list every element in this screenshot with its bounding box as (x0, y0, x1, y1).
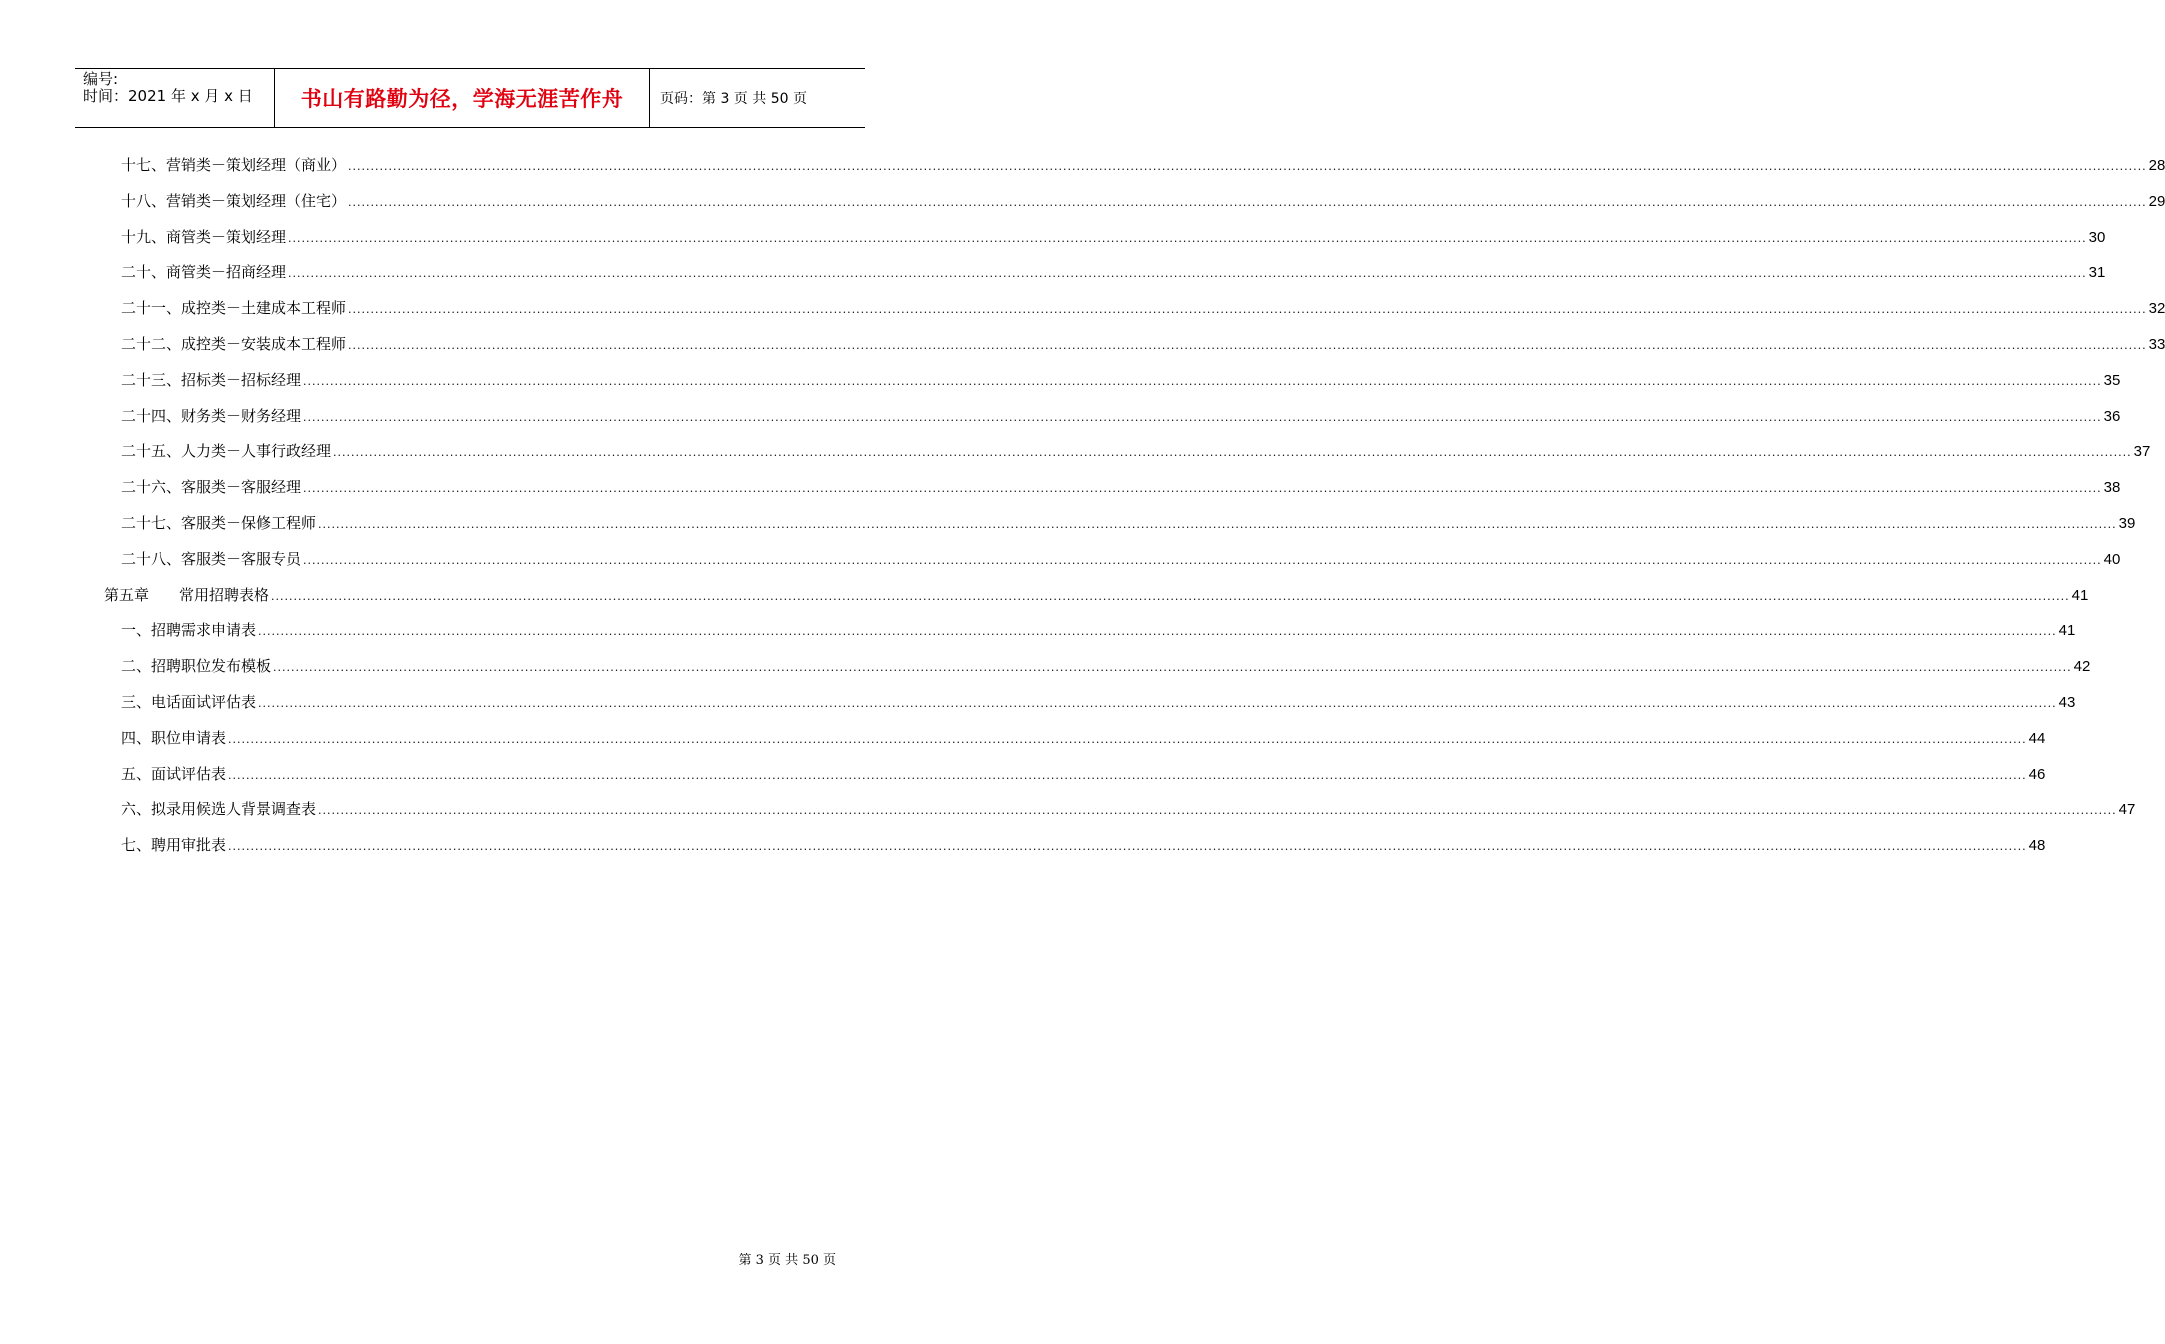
toc-entry[interactable] (121, 691, 2076, 713)
toc-entry-page: 43 (2058, 694, 2076, 711)
toc-leader-dots: ................................................................................................................................................................................................................................................................................................................................................................................................................ (228, 840, 2027, 854)
toc-entry-page: 28 (2148, 157, 2165, 174)
toc-entry-page: 38 (2103, 479, 2121, 497)
toc-entry-page: 32 (2148, 300, 2165, 318)
toc-leader-dots: ................................................................................................................................................................................................................................................................................................................................................................................................................ (333, 446, 2132, 460)
toc-entry[interactable] (121, 226, 2106, 248)
toc-leader-dots: ................................................................................................................................................................................................................................................................................................................................................................................................................ (303, 553, 2102, 567)
toc-entry-page: 46 (2028, 765, 2046, 783)
toc-entry-title: 六、拟录用候选人背景调查表 (121, 800, 317, 819)
toc-entry[interactable] (121, 333, 2165, 355)
toc-entry-title: 二十、商管类－招商经理 (121, 263, 287, 282)
toc-entry[interactable] (121, 727, 2046, 749)
toc-leader-dots: ................................................................................................................................................................................................................................................................................................................................................................................................................ (228, 768, 2027, 782)
toc-leader-dots: ................................................................................................................................................................................................................................................................................................................................................................................................................ (271, 589, 2070, 603)
toc-entry[interactable] (121, 548, 2121, 570)
toc-entry-title: 二十八、客服类－客服专员 (121, 549, 302, 568)
toc-entry-title: 四、职位申请表 (121, 728, 227, 747)
toc-entry[interactable] (121, 190, 2165, 212)
serial-number-label: 编号: (83, 70, 119, 88)
toc-leader-dots: ................................................................................................................................................................................................................................................................................................................................................................................................................ (318, 804, 2117, 818)
toc-leader-dots: ................................................................................................................................................................................................................................................................................................................................................................................................................ (303, 374, 2102, 388)
toc-leader-dots: ................................................................................................................................................................................................................................................................................................................................................................................................................ (348, 195, 2147, 209)
toc-leader-dots: ................................................................................................................................................................................................................................................................................................................................................................................................................ (288, 231, 2087, 245)
toc-entry[interactable] (121, 763, 2046, 785)
toc-entry-title: 十七、营销类－策划经理（商业） (121, 156, 347, 174)
toc-entry-title: 第五章 常用招聘表格 (104, 585, 270, 604)
header-page-info: 页码：第 3 页 共 50 页 (660, 91, 807, 107)
toc-entry-page: 42 (2073, 658, 2091, 676)
toc-entry[interactable] (121, 440, 2151, 462)
header-motto-cell (275, 69, 650, 127)
toc-entry-page: 35 (2103, 371, 2121, 389)
toc-entry[interactable] (121, 834, 2046, 856)
toc-entry-title: 十九、商管类－策划经理 (121, 227, 287, 246)
toc-entry-page: 31 (2088, 264, 2106, 282)
toc-entry[interactable] (121, 476, 2121, 498)
toc-entry-page: 41 (2071, 586, 2089, 604)
toc-entry-title: 二十四、财务类－财务经理 (121, 406, 302, 425)
toc-entry-title: 七、聘用审批表 (121, 836, 227, 855)
toc-entry-title: 二十二、成控类－安装成本工程师 (121, 335, 347, 353)
toc-entry[interactable] (104, 584, 2089, 606)
header-meta (75, 69, 275, 127)
toc-entry-title: 二十三、招标类－招标经理 (121, 370, 302, 389)
toc-entry-page: 29 (2148, 192, 2165, 210)
toc-entry-page: 33 (2148, 336, 2165, 353)
toc-entry-title: 二、招聘职位发布模板 (121, 657, 272, 676)
toc-leader-dots: ................................................................................................................................................................................................................................................................................................................................................................................................................ (273, 661, 2072, 675)
toc-entry-page: 37 (2133, 443, 2151, 461)
toc-entry-page: 30 (2088, 228, 2106, 246)
header-motto: 书山有路勤为径，学海无涯苦作舟 (300, 86, 624, 111)
toc-leader-dots: ................................................................................................................................................................................................................................................................................................................................................................................................................ (303, 482, 2102, 496)
toc-entry[interactable] (121, 369, 2121, 391)
toc-leader-dots: ................................................................................................................................................................................................................................................................................................................................................................................................................ (258, 697, 2057, 710)
header-page-cell (650, 69, 865, 127)
toc-entry-page: 47 (2118, 801, 2136, 819)
toc-leader-dots: ................................................................................................................................................................................................................................................................................................................................................................................................................ (348, 339, 2147, 352)
page-header (75, 68, 865, 128)
toc-entry-page: 48 (2028, 837, 2046, 855)
page-footer: 第 3 页 共 50 页 (738, 1253, 836, 1268)
toc-entry[interactable] (121, 154, 2165, 176)
toc-entry[interactable] (121, 261, 2106, 283)
toc-entry[interactable] (121, 297, 2165, 319)
toc-entry[interactable] (121, 619, 2076, 641)
toc-leader-dots: ................................................................................................................................................................................................................................................................................................................................................................................................................ (228, 732, 2027, 746)
toc-entry-title: 五、面试评估表 (121, 764, 227, 783)
toc-leader-dots: ................................................................................................................................................................................................................................................................................................................................................................................................................ (303, 410, 2102, 424)
toc-entry[interactable] (121, 512, 2136, 534)
toc-entry-title: 二十七、客服类－保修工程师 (121, 514, 317, 532)
toc-entry-page: 39 (2118, 515, 2136, 532)
date-label: 时间：2021 年 x 月 x 日 (83, 87, 253, 105)
toc-entry-page: 44 (2028, 729, 2046, 747)
toc-leader-dots: ................................................................................................................................................................................................................................................................................................................................................................................................................ (258, 625, 2057, 639)
toc-entry-page: 41 (2058, 622, 2076, 640)
toc-leader-dots: ................................................................................................................................................................................................................................................................................................................................................................................................................ (348, 303, 2147, 317)
toc-entry-title: 十八、营销类－策划经理（住宅） (121, 191, 347, 210)
toc-entry-title: 三、电话面试评估表 (121, 693, 257, 711)
toc-leader-dots: ................................................................................................................................................................................................................................................................................................................................................................................................................ (348, 160, 2147, 173)
toc-leader-dots: ................................................................................................................................................................................................................................................................................................................................................................................................................ (318, 518, 2117, 531)
toc-leader-dots: ................................................................................................................................................................................................................................................................................................................................................................................................................ (288, 267, 2087, 281)
toc-entry-title: 二十一、成控类－土建成本工程师 (121, 299, 347, 318)
toc-entry-title: 二十五、人力类－人事行政经理 (121, 442, 332, 461)
toc-entry-title: 二十六、客服类－客服经理 (121, 478, 302, 497)
toc-entry-page: 36 (2103, 407, 2121, 425)
toc-entry[interactable] (121, 798, 2136, 820)
toc-entry-page: 40 (2103, 550, 2121, 568)
toc-entry[interactable] (121, 405, 2121, 427)
toc-entry-title: 一、招聘需求申请表 (121, 621, 257, 640)
toc-entry[interactable] (121, 655, 2091, 677)
